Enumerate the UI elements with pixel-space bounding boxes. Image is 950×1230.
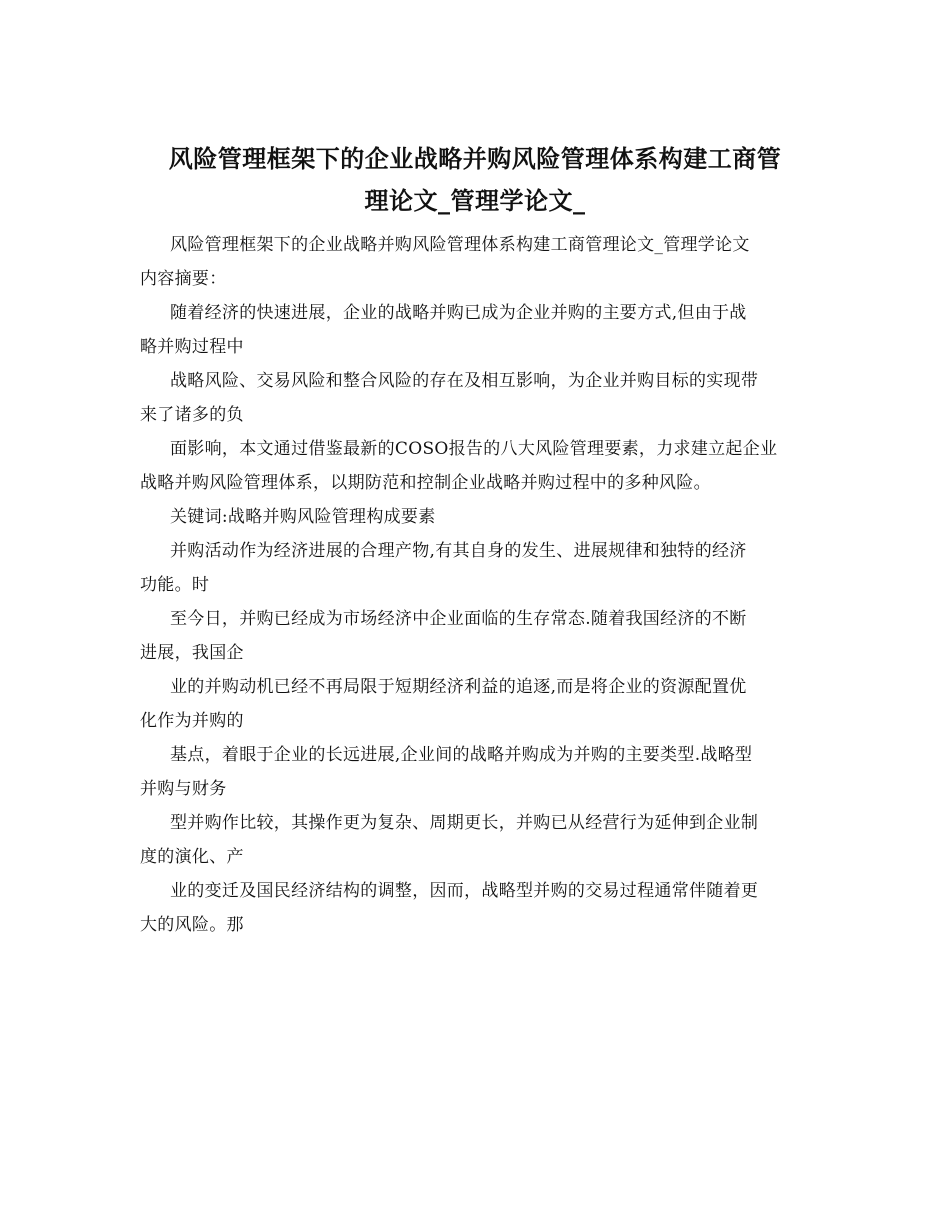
paragraph-line: 随着经济的快速进展，企业的战略并购已成为企业并购的主要方式,但由于战 (170, 303, 747, 323)
paragraph-line: 略并购过程中 (140, 337, 244, 357)
document-title (150, 138, 800, 222)
paragraph (140, 806, 812, 874)
paragraph-line: 并购与财务 (140, 779, 227, 799)
paragraph-line: 型并购作比较，其操作更为复杂、周期更长，并购已从经营行为延伸到企业制 (170, 813, 759, 833)
paragraph (140, 602, 812, 670)
paragraph (140, 534, 812, 602)
title-line-2: 理论文_管理学论文_ (364, 186, 586, 215)
paragraph-intro (140, 228, 812, 296)
paragraph (140, 874, 812, 942)
paragraph-line: 度的演化、产 (140, 847, 244, 867)
paragraph-line: 来了诸多的负 (140, 405, 244, 425)
paragraph-line: 至今日，并购已经成为市场经济中企业面临的生存常态.随着我国经济的不断 (170, 609, 747, 629)
paragraph-line: 化作为并购的 (140, 711, 244, 731)
paragraph-line: 基点，着眼于企业的长远进展,企业间的战略并购成为并购的主要类型.战略型 (170, 745, 753, 765)
paragraph-line: 战略风险、交易风险和整合风险的存在及相互影响，为企业并购目标的实现带 (170, 371, 759, 391)
keywords-line: 关键词:战略并购风险管理构成要素 (170, 507, 436, 527)
paragraph-line: 内容摘要： (140, 269, 227, 289)
paragraph-line: 面影响，本文通过借鉴最新的COSO报告的八大风险管理要素，力求建立起企业 (170, 439, 778, 459)
paragraph-line: 战略并购风险管理体系，以期防范和控制企业战略并购过程中的多种风险。 (140, 473, 711, 493)
paragraph (140, 364, 812, 432)
paragraph-line: 业的变迁及国民经济结构的调整，因而，战略型并购的交易过程通常伴随着更 (170, 881, 759, 901)
keywords-paragraph (140, 500, 812, 534)
paragraph-line: 大的风险。那 (140, 915, 244, 935)
paragraph (140, 432, 812, 500)
paragraph-line: 进展，我国企 (140, 643, 244, 663)
document-body (140, 228, 812, 942)
paragraph-line: 并购活动作为经济进展的合理产物,有其自身的发生、进展规律和独特的经济 (170, 541, 747, 561)
paragraph (140, 738, 812, 806)
paragraph-line: 功能。时 (140, 575, 210, 595)
title-line-1: 风险管理框架下的企业战略并购风险管理体系构建工商管 (168, 144, 782, 173)
paragraph (140, 296, 812, 364)
paragraph (140, 670, 812, 738)
paragraph-line: 风险管理框架下的企业战略并购风险管理体系构建工商管理论文_管理学论文 (170, 235, 750, 255)
paragraph-line: 业的并购动机已经不再局限于短期经济利益的追逐,而是将企业的资源配置优 (170, 677, 747, 697)
